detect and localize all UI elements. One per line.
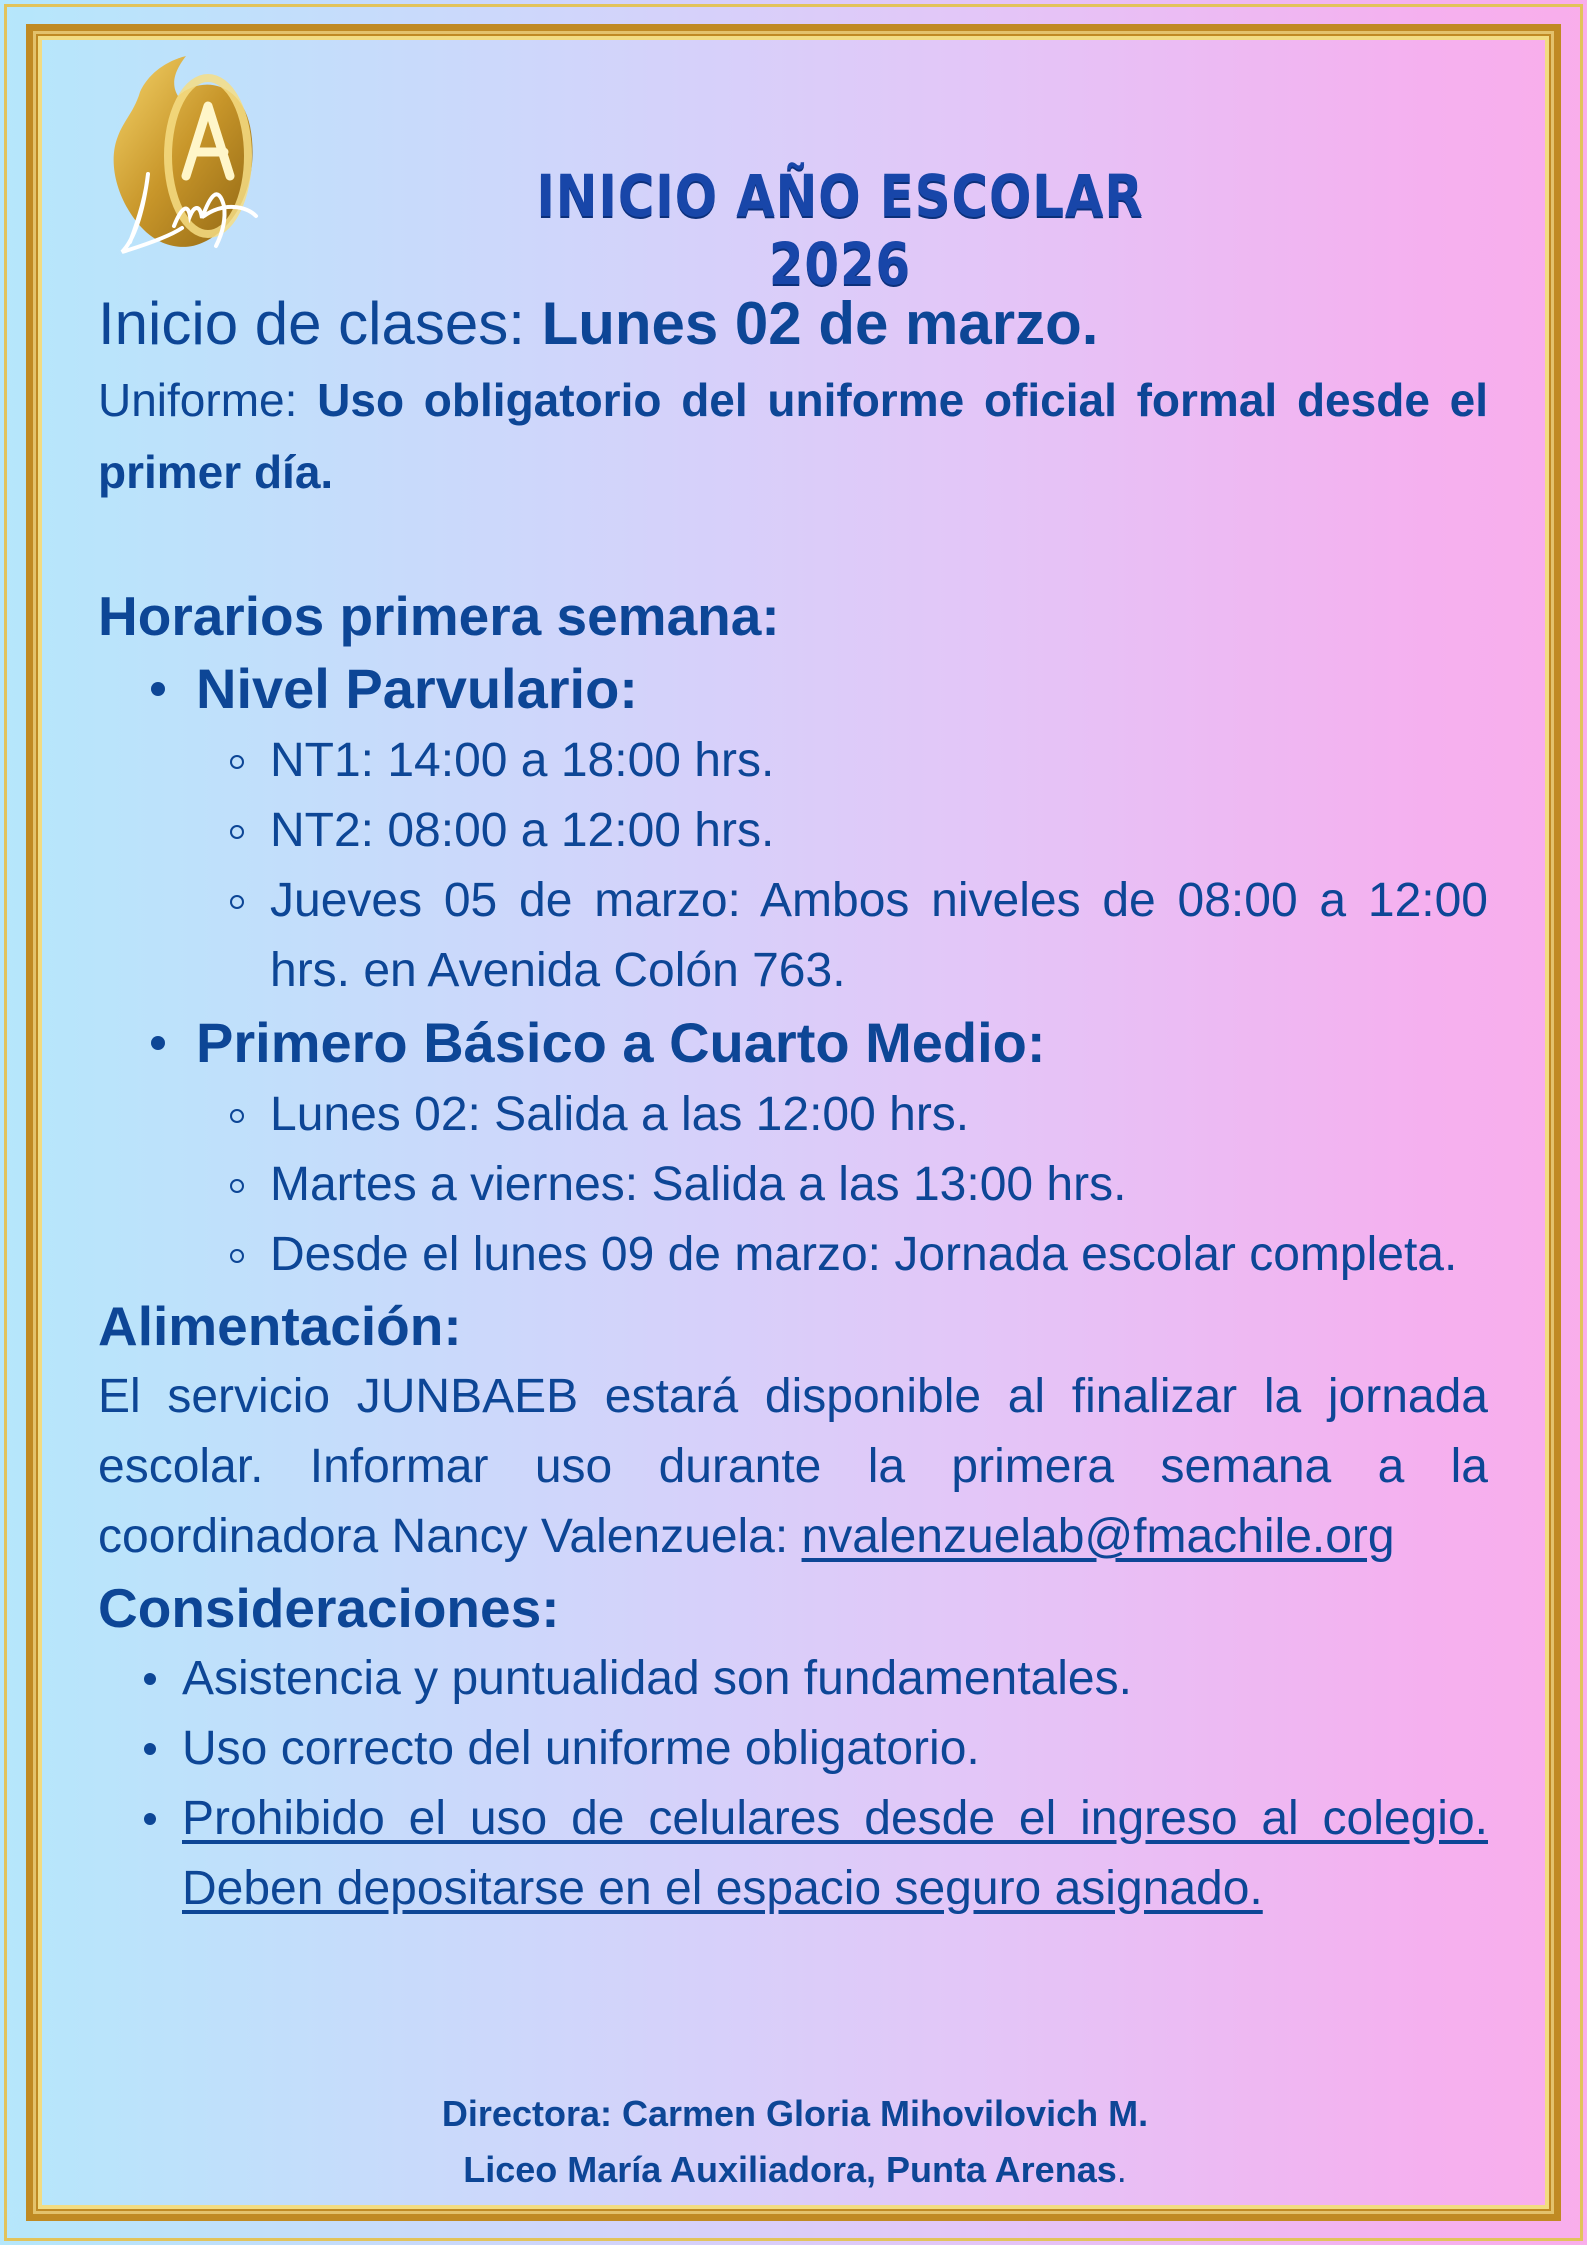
bullet-ring (230, 1109, 244, 1123)
schedule-item (98, 866, 1488, 1006)
schedule-item (98, 796, 1488, 866)
bullet-dot (151, 1036, 165, 1050)
group-label: Nivel Parvulario: (196, 657, 638, 720)
page-title: INICIO AÑO ESCOLAR 2026 (536, 162, 1144, 298)
schedule-group-basica-media (98, 1006, 1488, 1290)
schedule-item-text: NT2: 08:00 a 12:00 hrs. (270, 804, 775, 857)
bullet-ring (230, 895, 244, 909)
food-heading: Alimentación: (98, 1295, 462, 1357)
bullet-ring (230, 1249, 244, 1263)
uniform-value: Uso obligatorio del uniforme oficial formal desde el primer día. (98, 374, 1489, 498)
consideration-item (98, 1714, 1488, 1784)
schedule-item (98, 726, 1488, 796)
uniform-paragraph (98, 364, 1488, 508)
consideration-item (98, 1784, 1488, 1924)
schedule-item-text: Lunes 02: Salida a las 12:00 hrs. (270, 1088, 970, 1141)
schedule-item-text: Martes a viernes: Salida a las 13:00 hrs. (270, 1158, 1127, 1211)
schedule-item-text: Desde el lunes 09 de marzo: Jornada escolar completa. (270, 1228, 1458, 1281)
schedule-item (98, 1150, 1488, 1220)
schedule-heading: Horarios primera semana: (98, 585, 780, 647)
start-date-value: Lunes 02 de marzo. (541, 290, 1099, 357)
start-date-label: Inicio de clases: (98, 290, 525, 357)
schedule-item-text: NT1: 14:00 a 18:00 hrs. (270, 734, 775, 787)
coordinator-email-link[interactable]: nvalenzuelab@fmachile.org (801, 1510, 1395, 1563)
group-items (196, 726, 1488, 1006)
uniform-label: Uniforme: (98, 374, 298, 426)
consideration-text: Uso correcto del uniforme obligatorio. (182, 1722, 980, 1775)
consideration-item (98, 1644, 1488, 1714)
consideration-text: Asistencia y puntualidad son fundamentales. (182, 1652, 1132, 1705)
schedule-item-text: Jueves 05 de marzo: Ambos niveles de 08:00 a 12:00 hrs. en Avenida Colón 763. (270, 874, 1488, 997)
director-line: Directora: Carmen Gloria Mihovilovich M. (441, 2093, 1149, 2134)
food-text: El servicio JUNBAEB estará disponible al finalizar la jornada escolar. Informar uso durante la primera semana a la coordinadora Nancy Valenzuela: (98, 1370, 1488, 1563)
start-date-line (98, 284, 1488, 364)
group-items (196, 1080, 1488, 1290)
school-name: Liceo María Auxiliadora, Punta Arenas (463, 2149, 1117, 2190)
food-paragraph (98, 1362, 1488, 1572)
main-content (98, 284, 1488, 1924)
bullet-ring (230, 825, 244, 839)
group-label: Primero Básico a Cuarto Medio: (196, 1011, 1046, 1074)
consideration-text: Prohibido el uso de celulares desde el ingreso al colegio. Deben depositarse en el espacio seguro asignado. (182, 1792, 1488, 1915)
schedule-group-parvulario (98, 652, 1488, 1006)
considerations-heading: Consideraciones: (98, 1577, 560, 1639)
schedule-item (98, 1080, 1488, 1150)
school-line-period: . (1116, 2149, 1127, 2190)
considerations-list (98, 1644, 1488, 1924)
bullet-dot (144, 1673, 156, 1685)
bullet-ring (230, 1179, 244, 1193)
schedule-item (98, 1220, 1488, 1290)
schedule-groups (98, 652, 1488, 1290)
school-logo (100, 56, 270, 268)
bullet-dot (144, 1743, 156, 1755)
footer-signature (100, 2086, 1490, 2198)
bullet-dot (144, 1813, 156, 1825)
school-line (100, 2142, 1490, 2198)
bullet-dot (151, 682, 165, 696)
bullet-ring (230, 755, 244, 769)
